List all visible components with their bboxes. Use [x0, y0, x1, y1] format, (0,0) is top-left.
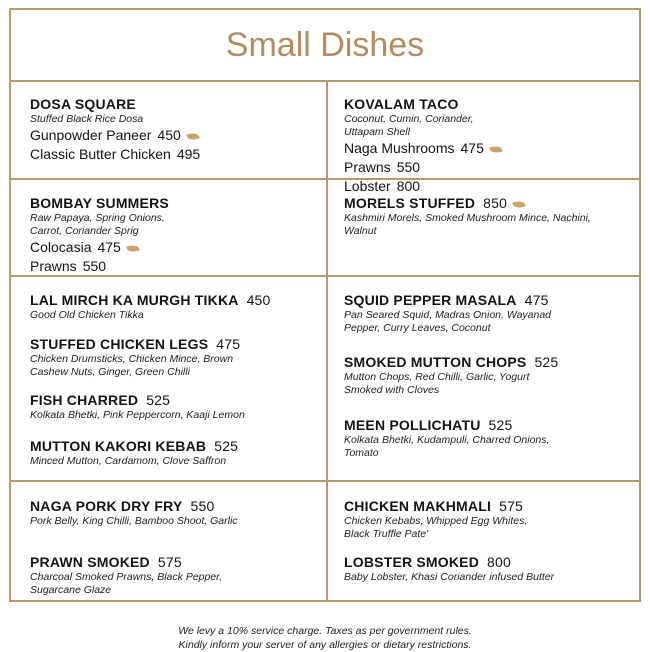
dish-price: 575	[499, 498, 524, 514]
dish-description: Good Old Chicken Tikka	[30, 309, 144, 321]
dish-item	[30, 336, 260, 379]
dish-description: Raw Papaya, Spring Onions, Carrot, Coriander Sprig	[30, 212, 165, 237]
dish-name: NAGA PORK DRY FRY	[30, 498, 183, 514]
variant-label: Lobster	[344, 178, 391, 194]
variant-label: Prawns	[30, 258, 77, 274]
variant-label: Colocasia	[30, 239, 92, 255]
dish-item	[30, 392, 310, 422]
dish-name-row	[30, 498, 310, 514]
dish-description: Charcoal Smoked Prawns, Black Pepper, Sugarcane Glaze	[30, 571, 223, 596]
dish-price: 475	[216, 336, 241, 352]
dish-item	[344, 292, 584, 335]
dish-price: 575	[157, 554, 182, 570]
dish-item	[344, 195, 604, 238]
column-divider	[326, 82, 328, 602]
dish-description: Kolkata Bhetki, Pink Peppercorn, Kaaji Lemon	[30, 409, 245, 421]
variant-price: 800	[396, 178, 421, 194]
dish-description: Coconut, Cumin, Coriander, Uttapam Shell	[344, 113, 474, 138]
dish-variant	[30, 145, 200, 164]
dish-description: Chicken Kebabs, Whipped Egg Whites, Black Truffle Pate'	[344, 515, 528, 540]
dish-name: LOBSTER SMOKED	[344, 554, 480, 570]
dish-name-row	[344, 354, 559, 370]
dish-name: PRAWN SMOKED	[30, 554, 150, 570]
dish-item	[30, 554, 265, 597]
variant-label: Classic Butter Chicken	[30, 146, 171, 162]
dish-variant	[30, 238, 169, 257]
dish-name: STUFFED CHICKEN LEGS	[30, 336, 209, 352]
variant-price: 495	[176, 146, 201, 162]
dish-description: Kolkata Bhetki, Kudampuli, Charred Onions, Tomato	[344, 434, 550, 459]
dish-name: BOMBAY SUMMERS	[30, 195, 169, 211]
dish-variant	[344, 158, 502, 177]
service-charge-note: We levy a 10% service charge. Taxes as per government rules.	[178, 625, 472, 637]
dish-name-row	[344, 195, 604, 211]
dish-name-row	[30, 392, 310, 408]
dish-description: Baby Lobster, Khasi Coriander infused Butter	[344, 571, 555, 583]
dish-item	[344, 417, 559, 460]
dish-price: 525	[214, 438, 239, 454]
variant-price: 475	[97, 239, 121, 255]
menu-footer	[0, 624, 650, 652]
dish-item	[30, 292, 310, 322]
veg-leaf-icon	[186, 131, 199, 141]
dish-name: MUTTON KAKORI KEBAB	[30, 438, 207, 454]
veg-leaf-icon	[126, 243, 139, 253]
dish-name: SQUID PEPPER MASALA	[344, 292, 517, 308]
dish-name-row	[30, 554, 265, 570]
dish-description: Minced Mutton, Cardamom, Clove Saffron	[30, 455, 227, 467]
dish-item	[30, 195, 169, 276]
variant-price: 550	[396, 159, 421, 175]
dish-price: 850	[483, 195, 508, 211]
dish-item	[344, 554, 624, 584]
dish-item	[344, 498, 554, 541]
dish-name-row	[30, 438, 310, 454]
dish-description: Chicken Drumsticks, Chicken Mince, Brown Cashew Nuts, Ginger, Green Chilli	[30, 353, 234, 378]
veg-leaf-icon	[489, 144, 502, 154]
dish-price: 525	[534, 354, 559, 370]
dish-name: CHICKEN MAKHMALI	[344, 498, 492, 514]
dish-price: 475	[524, 292, 549, 308]
dish-name-row	[344, 417, 559, 433]
variant-label: Prawns	[344, 159, 391, 175]
variant-label: Naga Mushrooms	[344, 140, 455, 156]
dish-item	[30, 96, 200, 164]
dish-name: MEEN POLLICHATU	[344, 417, 481, 433]
dish-name: DOSA SQUARE	[30, 96, 136, 112]
veg-leaf-icon	[512, 199, 525, 209]
dish-variant	[30, 126, 200, 145]
dish-price: 525	[488, 417, 513, 433]
dish-price: 525	[146, 392, 171, 408]
row-divider	[11, 178, 639, 180]
dish-price: 800	[487, 554, 511, 570]
dish-name-row	[344, 554, 624, 570]
dish-name-row	[30, 336, 260, 352]
dish-variant	[344, 177, 502, 196]
dish-description: Stuffed Black Rice Dosa	[30, 113, 144, 125]
dish-name: LAL MIRCH KA MURGH TIKKA	[30, 292, 239, 308]
variant-price: 475	[460, 140, 484, 156]
dish-item	[30, 438, 310, 468]
dish-description: Pan Seared Squid, Madras Onion, Wayanad Pepper, Curry Leaves, Coconut	[344, 309, 552, 334]
variant-label: Gunpowder Paneer	[30, 127, 152, 143]
dish-description: Mutton Chops, Red Chilli, Garlic, Yogurt Smoked with Cloves	[344, 371, 530, 396]
menu-frame	[9, 8, 641, 602]
dish-description: Pork Belly, King Chilli, Bamboo Shoot, Garlic	[30, 515, 238, 527]
dish-name: FISH CHARRED	[30, 392, 139, 408]
menu-title: Small Dishes	[11, 10, 639, 82]
dish-name-row	[344, 292, 584, 308]
variant-price: 450	[157, 127, 181, 143]
dish-name-row	[30, 292, 310, 308]
dish-name: MORELS STUFFED	[344, 195, 476, 211]
dish-item	[30, 498, 310, 528]
dish-variant	[30, 257, 169, 276]
variant-price: 550	[82, 258, 107, 274]
dish-item	[344, 354, 559, 397]
dish-name: KOVALAM TACO	[344, 96, 459, 112]
dish-variant	[344, 139, 502, 158]
dish-name-row	[344, 498, 554, 514]
dish-price: 450	[246, 292, 271, 308]
row-divider	[11, 480, 639, 482]
dish-description: Kashmiri Morels, Smoked Mushroom Mince, Nachini, Walnut	[344, 212, 591, 237]
dish-item	[344, 96, 502, 196]
dish-price: 550	[190, 498, 215, 514]
allergy-note: Kindly inform your server of any allergies or dietary restrictions.	[178, 639, 472, 651]
dish-name: SMOKED MUTTON CHOPS	[344, 354, 527, 370]
